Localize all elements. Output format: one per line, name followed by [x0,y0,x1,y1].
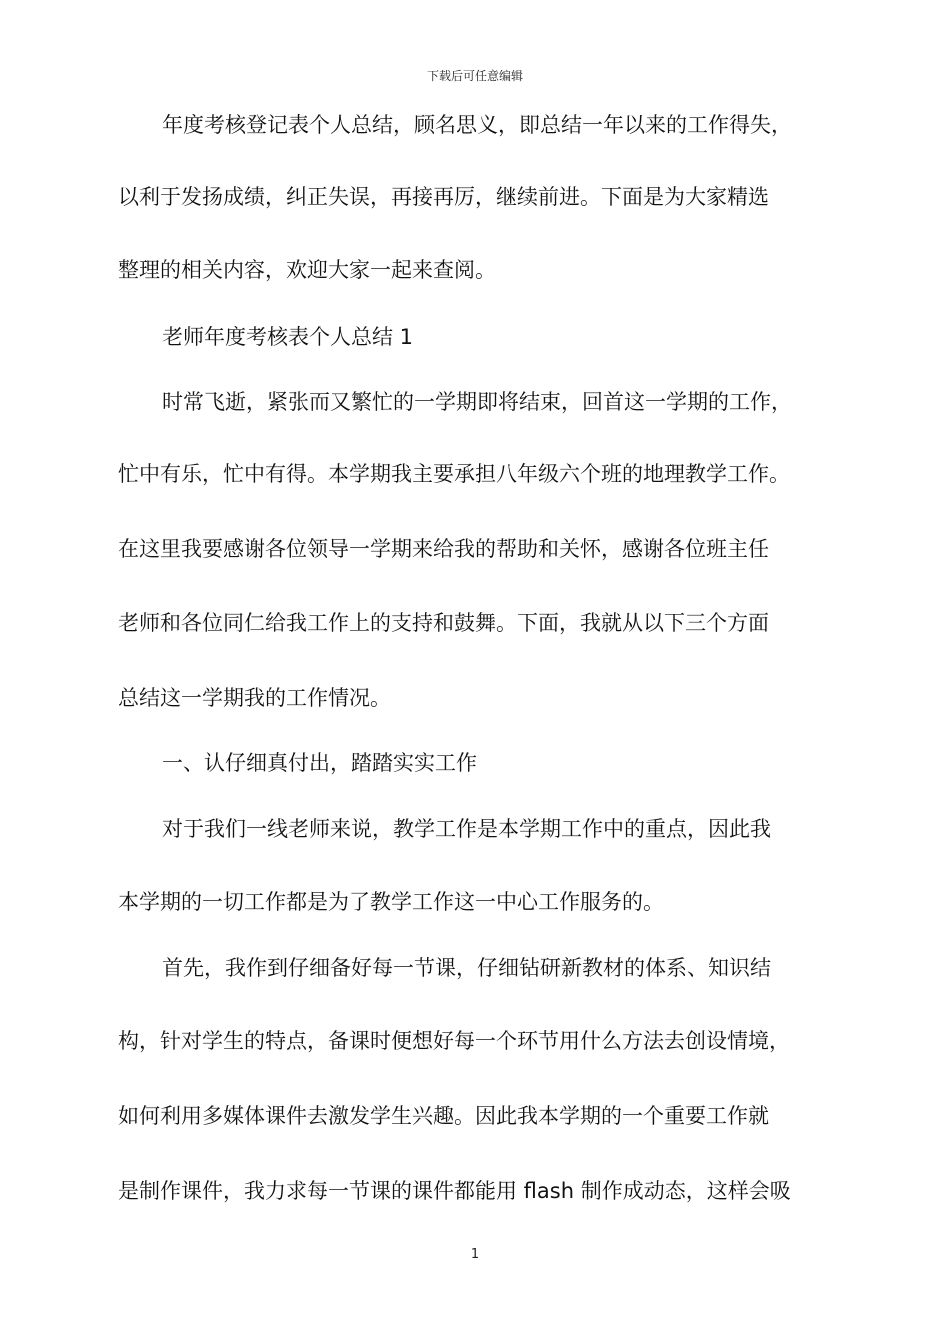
paragraph-line: 对于我们一线老师来说，教学工作是本学期工作中的重点，因此我 [162,817,771,841]
paragraph-line: 老师和各位同仁给我工作上的支持和鼓舞。下面，我就从以下三个方面 [118,611,769,635]
paragraph-line: 时常飞逝，紧张而又繁忙的一学期即将结束，回首这一学期的工作， [162,390,792,414]
paragraph-line: 在这里我要感谢各位领导一学期来给我的帮助和关怀，感谢各位班主任 [118,537,769,561]
section-heading: 老师年度考核表个人总结 1 [162,325,414,349]
section-heading: 一、认仔细真付出，踏踏实实工作 [162,751,477,775]
paragraph-line: 构，针对学生的特点，备课时便想好每一个环节用什么方法去创设情境， [118,1029,790,1053]
paragraph-line: 如何利用多媒体课件去激发学生兴趣。因此我本学期的一个重要工作就 [118,1104,769,1128]
page-number: 1 [470,1247,480,1262]
paragraph-line: 本学期的一切工作都是为了教学工作这一中心工作服务的。 [118,890,664,914]
paragraph-line: 首先，我作到仔细备好每一节课，仔细钻研新教材的体系、知识结 [162,956,771,980]
paragraph-line: 以利于发扬成绩，纠正失误，再接再厉，继续前进。下面是为大家精选 [118,185,769,209]
page-header: 下载后可任意编辑 [426,69,523,83]
paragraph-line: 整理的相关内容，欢迎大家一起来查阅。 [118,258,496,282]
paragraph-line: 总结这一学期我的工作情况。 [118,686,391,710]
paragraph-line: 忙中有乐，忙中有得。本学期我主要承担八年级六个班的地理教学工作。 [118,462,790,486]
paragraph-line: 是制作课件，我力求每一节课的课件都能用 flash 制作成动态，这样会吸 [118,1179,791,1203]
paragraph-line: 年度考核登记表个人总结，顾名思义，即总结一年以来的工作得失， [162,113,792,137]
